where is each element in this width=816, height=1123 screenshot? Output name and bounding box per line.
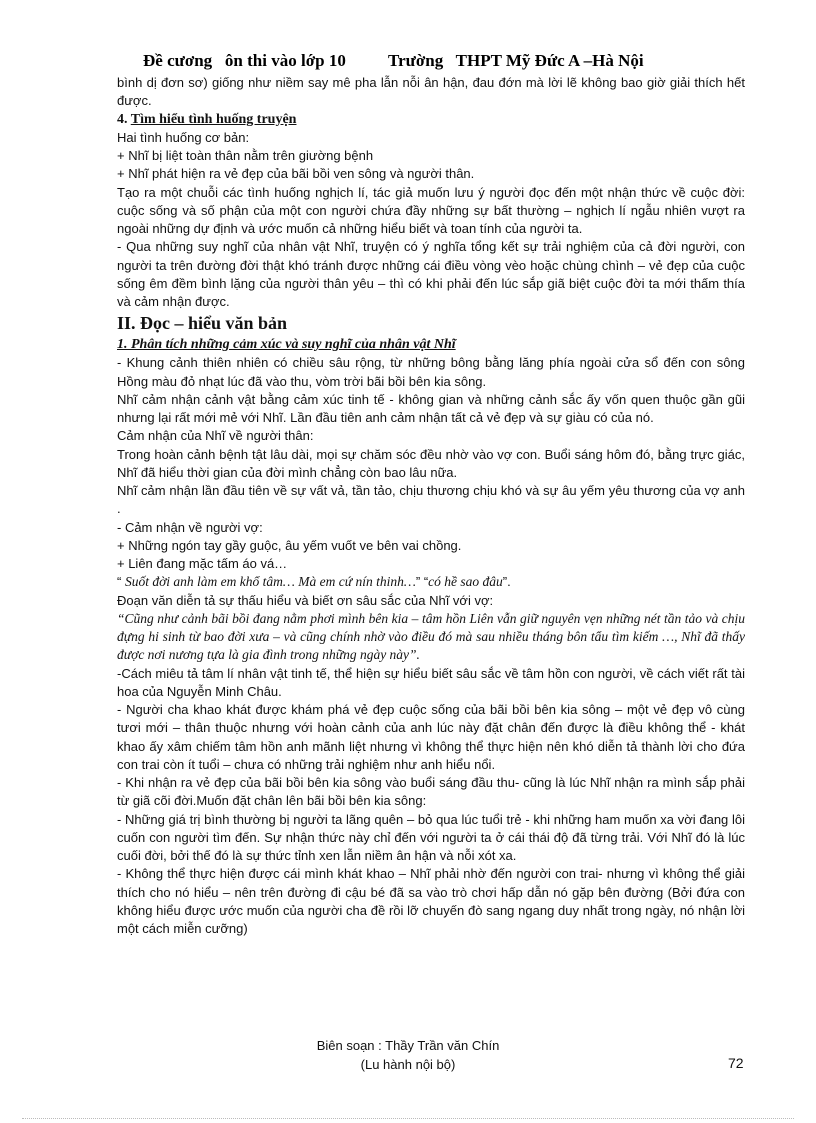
- subsection-heading: 1. Phân tích những cảm xúc và suy nghĩ của nhân vật Nhĩ: [117, 337, 456, 353]
- paragraph: Trong hoàn cảnh bệnh tật lâu dài, mọi sự chăm sóc đều nhờ vào vợ con. Buổi sáng hôm đó, bằng trực giác, Nhĩ đã hiểu thời gian của đời mình chẳng còn bao lâu nữa.: [117, 446, 745, 480]
- quote-paragraph: “Cũng như cảnh bãi bồi đang nằm phơi mình bên kia – tâm hồn Liên vẫn giữ nguyên vẹn những nét tần tảo và chịu đựng hi sinh từ bao đời xưa – và cũng chính nhờ vào điều đó mà sau nhiều tháng bôn tẩu tìm kiếm …, Nhĩ đã thấy được nơi nương tựa là gia đình trong những ngày này”.: [117, 610, 745, 663]
- paragraph: - Khung cảnh thiên nhiên có chiều sâu rộng, từ những bông bằng lăng phía ngoài cửa sổ đến con sông Hồng màu đỏ nhạt lúc đã vào thu, vòm trời bãi bồi bên kia sông.: [117, 355, 745, 389]
- quote-line: “ Suốt đời anh làm em khổ tâm… Mà em cứ nín thinh…” “có hề sao đâu”.: [117, 574, 511, 590]
- paragraph: -Cách miêu tả tâm lí nhân vật tinh tế, thể hiện sự hiểu biết sâu sắc về tâm hồn con người, về cách viết rất tài hoa của Nguyễn Minh Châu.: [117, 665, 745, 699]
- paragraph: Nhĩ cảm nhận lần đầu tiên về sự vất vả, tần tảo, chịu thương chịu khó và sự âu yếm yêu thương của vợ anh .: [117, 483, 745, 517]
- paragraph: Nhĩ cảm nhận cảnh vật bằng cảm xúc tinh tế - không gian và những cảnh sắc ấy vốn quen thuộc gần gũi nhưng lại rất mới mẻ với Nhĩ. Lần đầu tiên anh cảm nhận tất cả vẻ đẹp và sự giàu có của nó.: [117, 391, 745, 425]
- page-header: Đề cương ôn thi vào lớp 10 Trường THPT Mỹ Đức A –Hà Nội: [143, 51, 644, 70]
- paragraph: Tạo ra một chuỗi các tình huống nghịch lí, tác giả muốn lưu ý người đọc đến một nhận thức về cuộc đời: cuộc sống và số phận của một con người chứa đầy những sự bất thường – nghịch lí ngẫu nhiên vượt ra ngoài những dự định và ước muốn cả những hiểu biết và toan tính của người ta.: [117, 184, 745, 236]
- heading-number: 4.: [117, 111, 131, 127]
- paragraph: - Không thể thực hiện được cái mình khát khao – Nhĩ phải nhờ đến người con trai- nhưng vì không thể giải thích cho nó hiểu – nên trên đường đi cậu bé đã sa vào trò chơi hấp dẫn nó gặp bên đường (Bởi đứa con không hiểu được ước muốn của người cha đề rồi lỡ chuyến đò sang ngang duy nhất trong ngày, nó nhận lời một cách miễn cưỡng): [117, 866, 745, 936]
- paragraph: + Những ngón tay gầy guộc, âu yếm vuốt ve bên vai chồng.: [117, 537, 462, 553]
- heading-text: Tìm hiểu tình huống truyện: [130, 111, 297, 127]
- paragraph: + Nhĩ phát hiện ra vẻ đẹp của bãi bồi ven sông và người thân.: [117, 166, 475, 182]
- page-number: 72: [728, 1055, 744, 1071]
- heading-tinh-huong: [117, 111, 745, 129]
- paragraph: + Liên đang mặc tấm áo vá…: [117, 556, 288, 571]
- quote-text: có hề sao đâu: [428, 574, 503, 590]
- section-heading: II. Đọc – hiểu văn bản: [117, 313, 288, 334]
- paragraph: Đoạn văn diễn tả sự thấu hiểu và biết ơn sâu sắc của Nhĩ với vợ:: [117, 592, 494, 608]
- paragraph: - Qua những suy nghĩ của nhân vật Nhĩ, truyện có ý nghĩa tổng kết sự trải nghiệm của cả đời người, con người ta trên đường đời thật khó tránh được những cái điều vòng vèo hoặc chùng chình – vẻ đẹp của cuộc sống êm đềm bình lặng của người thân yêu – thì có khi phải đến lúc sắp giã biệt cuộc đời ta mới thấm thía và cảm nhận được.: [117, 239, 745, 309]
- page-bottom-divider: [22, 1118, 794, 1119]
- paragraph: Cảm nhận của Nhĩ về người thân:: [117, 428, 314, 444]
- paragraph: - Khi nhận ra vẻ đẹp của bãi bồi bên kia sông vào buổi sáng đầu thu- cũng là lúc Nhĩ nhận ra mình sắp phải từ giã cõi đời.Muốn đặt chân lên bãi bồi bên kia sông:: [117, 775, 745, 809]
- footer-author: Biên soạn : Thầy Trần văn Chín: [316, 1038, 500, 1053]
- paragraph: - Người cha khao khát được khám phá vẻ đẹp cuộc sống của bãi bồi bên kia sông – một vẻ đẹp vô cùng tươi mới – thân thuộc nhưng với hoàn cảnh của anh lúc này đặt chân đến được là điều không thể - khát khao ấy xâm chiếm tâm hồn anh mãnh liệt nhưng vì không thể thực hiện nên khó diễn tả thành lời cho đứa con trai còn ít tuổi – chưa có những trải nghiệm như anh hiểu nổi.: [117, 702, 745, 772]
- paragraph: - Cảm nhận về người vợ:: [117, 519, 263, 535]
- document-body: [117, 74, 745, 938]
- quote-text: Suốt đời anh làm em khổ tâm… Mà em cứ nín thinh…: [124, 574, 416, 590]
- paragraph: + Nhĩ bị liệt toàn thân nằm trên giường bệnh: [117, 148, 374, 163]
- footer-note: (Lu hành nội bộ): [360, 1057, 456, 1072]
- paragraph: Hai tình huống cơ bản:: [117, 129, 250, 145]
- paragraph: bình dị đơn sơ) giống như niềm say mê pha lẫn nỗi ân hận, đau đớn mà lời lẽ không bao giờ giải thích hết được.: [117, 75, 745, 109]
- paragraph: - Những giá trị bình thường bị người ta lãng quên – bỏ qua lúc tuổi trẻ - khi những ham muốn xa vời đang lôi cuốn con người tìm đến. Sự nhận thức này chỉ đến với người ta ở cái thái độ đã từng trải. Với Nhĩ đó là lúc cuối đời, bởi thế đó là sự thức tỉnh xen lẫn niềm ân hận và nỗi xót xa.: [117, 811, 745, 863]
